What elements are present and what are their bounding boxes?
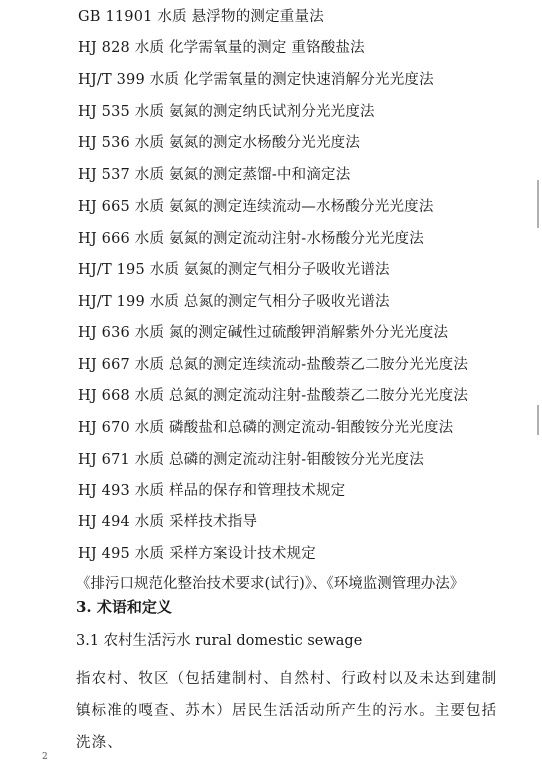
section-heading: 3. 术语和定义 — [76, 598, 172, 616]
standard-reference-line: HJ 670 水质 磷酸盐和总磷的测定流动-钼酸铵分光光度法 — [78, 420, 454, 436]
standard-reference-line: HJ 665 水质 氨氮的测定连续流动—水杨酸分光光度法 — [78, 199, 434, 215]
standard-reference-line: HJ 636 水质 氮的测定碱性过硫酸钾消解紫外分光光度法 — [78, 325, 449, 341]
standard-reference-line: HJ 537 水质 氨氮的测定蒸馏-中和滴定法 — [78, 167, 351, 183]
standard-reference-line: HJ 536 水质 氨氮的测定水杨酸分光光度法 — [78, 135, 361, 151]
standard-reference-line: HJ 671 水质 总磷的测定流动注射-钼酸铵分光光度法 — [78, 452, 424, 468]
standard-reference-line: HJ 493 水质 样品的保存和管理技术规定 — [78, 483, 346, 499]
standard-reference-line: GB 11901 水质 悬浮物的测定重量法 — [78, 9, 324, 25]
standard-reference-line: HJ 828 水质 化学需氧量的测定 重铬酸盐法 — [78, 40, 365, 56]
regulation-references-line: 《排污口规范化整治技术要求(试行)》、《环境监测管理办法》 — [76, 576, 465, 592]
scan-edge-mark — [537, 405, 539, 435]
standard-reference-line: HJ/T 199 水质 总氮的测定气相分子吸收光谱法 — [78, 294, 390, 310]
scan-edge-mark — [537, 180, 539, 228]
standard-reference-line: HJ/T 195 水质 氨氮的测定气相分子吸收光谱法 — [78, 262, 390, 278]
term-definition-paragraph: 指农村、牧区（包括建制村、自然村、行政村以及未达到建制镇标准的嘎查、苏木）居民生活活动所产生的污水。主要包括洗涤、 — [76, 671, 498, 751]
term-title: 3.1 农村生活污水 rural domestic sewage — [76, 633, 363, 649]
page-number: 2 — [42, 752, 48, 762]
standard-reference-line: HJ 666 水质 氨氮的测定流动注射-水杨酸分光光度法 — [78, 231, 424, 247]
standard-reference-line: HJ 494 水质 采样技术指导 — [78, 514, 258, 530]
standard-reference-line: HJ/T 399 水质 化学需氧量的测定快速消解分光光度法 — [78, 72, 434, 88]
standard-reference-line: HJ 495 水质 采样方案设计技术规定 — [78, 546, 316, 562]
standard-reference-line: HJ 535 水质 氨氮的测定纳氏试剂分光光度法 — [78, 104, 375, 120]
standard-reference-line: HJ 667 水质 总氮的测定连续流动-盐酸萘乙二胺分光光度法 — [78, 357, 469, 373]
standard-reference-line: HJ 668 水质 总氮的测定流动注射-盐酸萘乙二胺分光光度法 — [78, 388, 469, 404]
